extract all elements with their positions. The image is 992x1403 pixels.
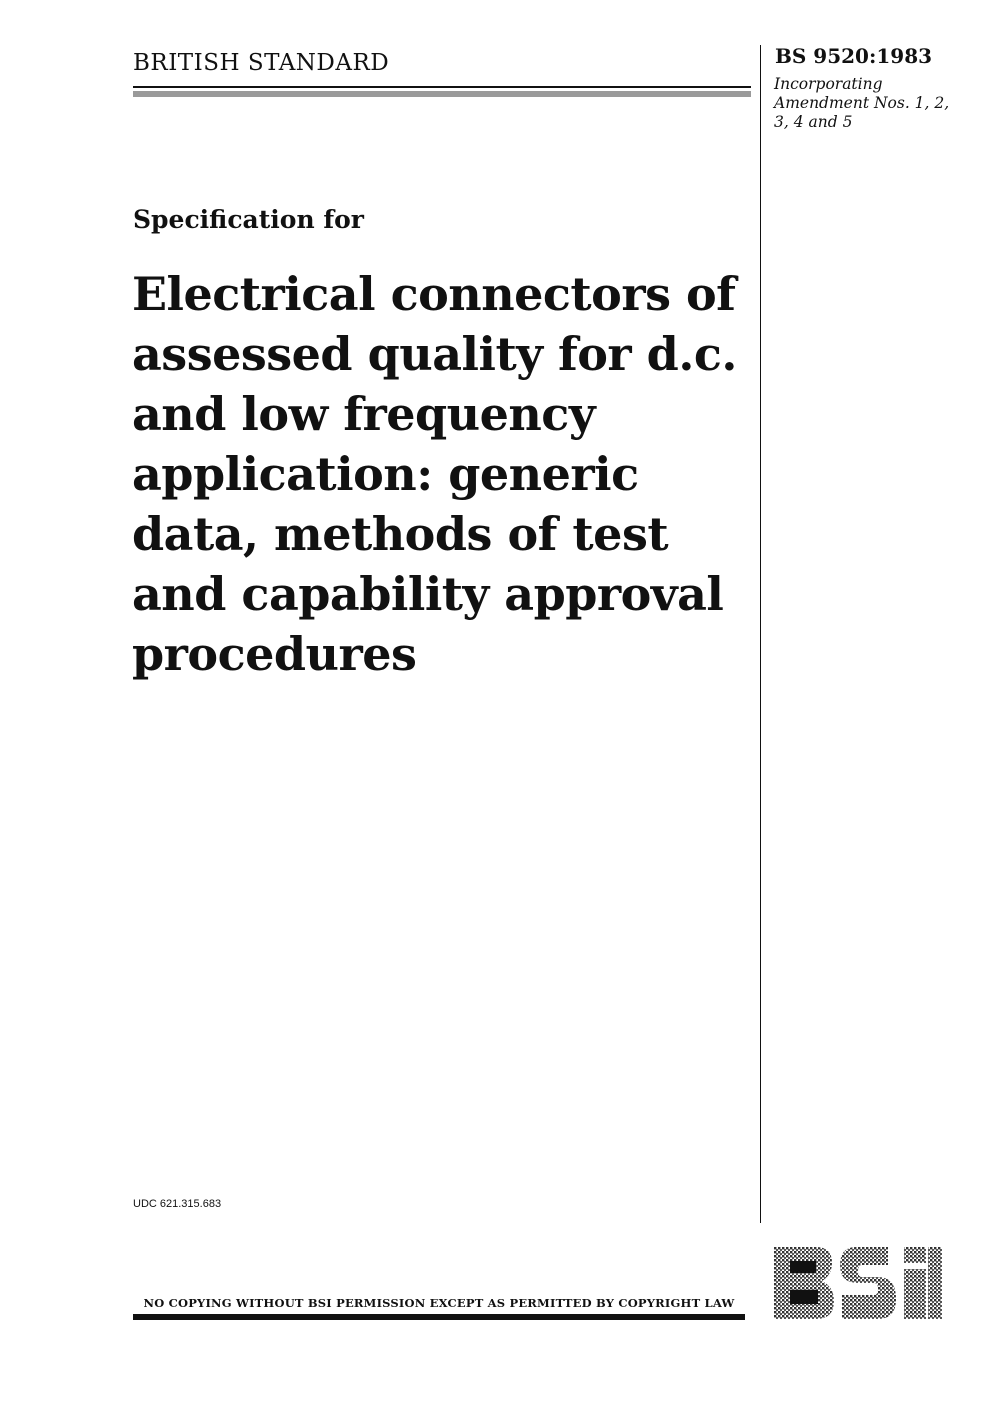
header-rule [133, 86, 751, 98]
footer-rule [133, 1314, 745, 1320]
standard-number: BS 9520:1983 [775, 44, 933, 68]
udc-code: UDC 621.315.683 [133, 1198, 222, 1210]
amendment-note: Incorporating Amendment Nos. 1, 2, 3, 4 and 5 [774, 75, 950, 131]
copyright-notice: NO COPYING WITHOUT BSI PERMISSION EXCEPT AS PERMITTED BY COPYRIGHT LAW [143, 1296, 735, 1310]
bsi-logo [770, 1243, 946, 1323]
document-type: Specification for [133, 205, 364, 234]
series-label: BRITISH STANDARD [133, 50, 390, 76]
vertical-divider [760, 45, 761, 1223]
document-title: Electrical connectors of assessed quality for d.c. and low frequency application: generic data, methods of test and capability approval procedures [132, 267, 737, 681]
